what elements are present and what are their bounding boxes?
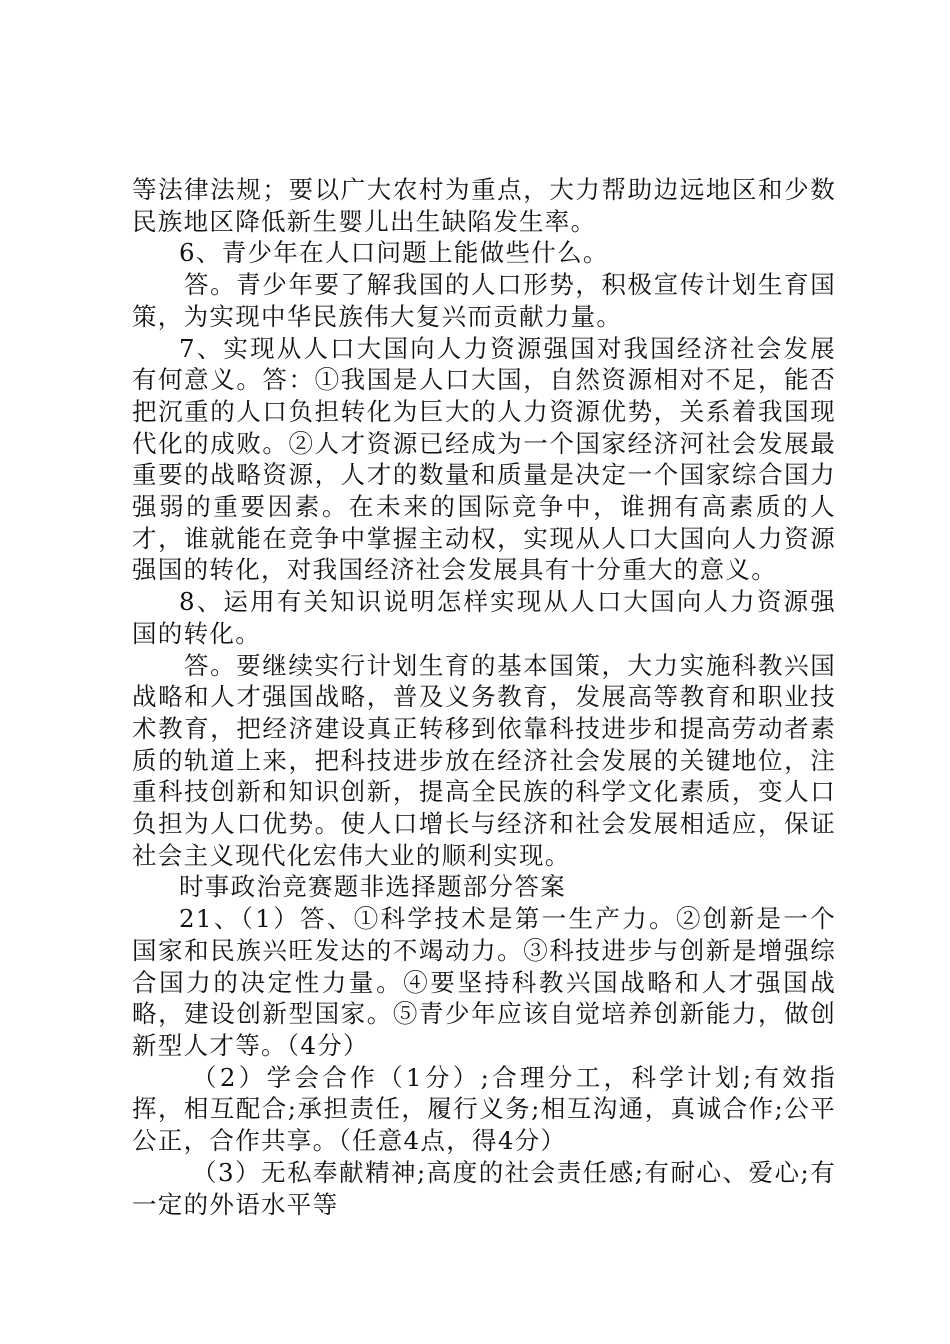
document-body — [132, 174, 836, 1220]
answer-21-part-3: （3）无私奉献精神;高度的社会责任感;有耐心、爱心;有一定的外语水平等 — [132, 1157, 836, 1219]
answer-21-part-2: （2）学会合作（1分）;合理分工，科学计划;有效指挥，相互配合;承担责任，履行义务;相互沟通，真诚合作;公平公正，合作共享。（任意4点，得4分） — [132, 1062, 836, 1156]
question-8: 8、运用有关知识说明怎样实现从人口大国向人力资源强国的转化。 — [132, 587, 836, 648]
question-7-with-answer: 7、实现从人口大国向人力资源强国对我国经济社会发展有何意义。答：①我国是人口大国，自然资源相对不足，能否把沉重的人口负担转化为巨大的人力资源优势，关系着我国现代化的成败。②人才资源已经成为一个国家经济河社会发展最重要的战略资源，人才的数量和质量是决定一个国家综合国力强弱的重要因素。在未来的国际竞争中，谁拥有高素质的人才，谁就能在竞争中掌握主动权，实现从人口大国向人力资源强国的转化，对我国经济社会发展具有十分重大的意义。 — [132, 333, 836, 585]
answer-6: 答。青少年要了解我国的人口形势，积极宣传计划生育国策，为实现中华民族伟大复兴而贡献力量。 — [132, 270, 836, 331]
paragraph-continuation: 等法律法规；要以广大农村为重点，大力帮助边远地区和少数民族地区降低新生婴儿出生缺陷发生率。 — [132, 175, 836, 236]
question-6: 6、青少年在人口问题上能做些什么。 — [179, 238, 609, 268]
answer-21-part-1: 21、（1）答、①科学技术是第一生产力。②创新是一个国家和民族兴旺发达的不竭动力。③科技进步与创新是增强综合国力的决定性力量。④要坚持科教兴国战略和人才强国战略，建设创新型国家。⑤青少年应该自觉培养创新能力，做创新型人才等。（4分） — [132, 904, 836, 1060]
section-heading: 时事政治竞赛题非选择题部分答案 — [179, 872, 566, 902]
answer-8: 答。要继续实行计划生育的基本国策，大力实施科教兴国战略和人才强国战略，普及义务教育，发展高等教育和职业技术教育，把经济建设真正转移到依靠科技进步和提高劳动者素质的轨道上来，把科技进步放在经济社会发展的关键地位，注重科技创新和知识创新，提高全民族的科学文化素质，变人口负担为人口优势。使人口增长与经济和社会发展相适应，保证社会主义现代化宏伟大业的顺利实现。 — [132, 650, 836, 870]
